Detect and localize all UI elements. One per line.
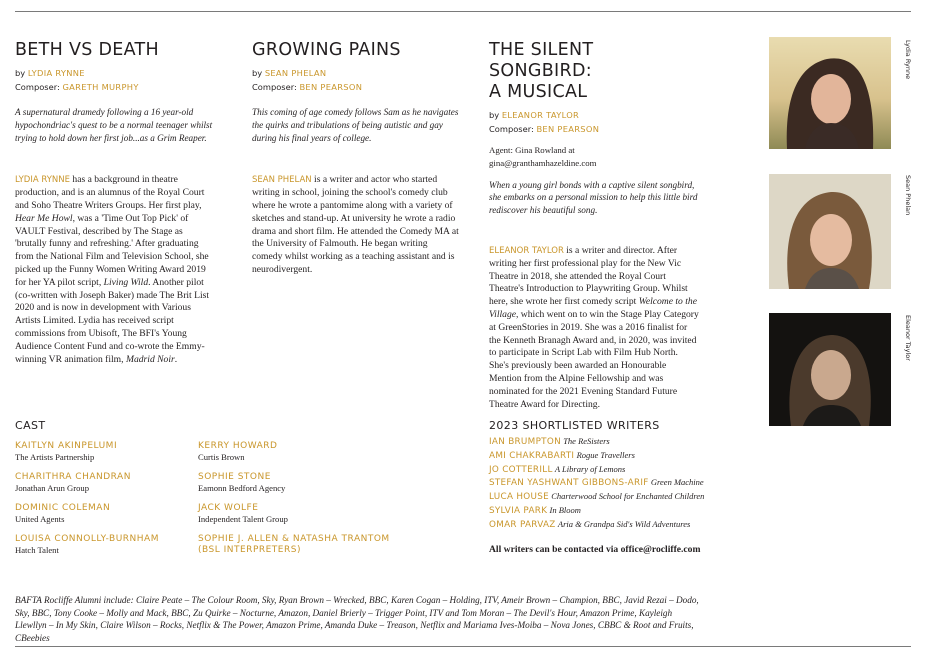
bio-title-italic: Welcome to the Village — [489, 296, 697, 320]
bio-text: , was a 'Time Out Top Pick' of VAULT Festival, described by The Stage as 'brutally funny and refreshing.' After graduating from the National Film and Television School, she picked up the Funny Women Writing Award 2019 for her YA pilot script, — [15, 212, 209, 288]
bio-text: is a writer and director. After writing her first professional play for the New Vic Theatre in 2018, she attended the Royal Court Theatre's Introduction to Playwriting Group. Whilst here, she wrote her first comedy script — [489, 244, 688, 308]
photo-caption: Sean Phelan — [904, 175, 912, 216]
composer-credit: Composer: GARETH MURPHY — [15, 82, 139, 92]
cast-name: SOPHIE J. ALLEN & NATASHA TRANTOM — [198, 534, 390, 544]
play-title: BETH VS DEATH — [15, 40, 160, 60]
cast-heading: CAST — [15, 419, 46, 432]
shortlist-item — [489, 476, 769, 490]
shortlist-item — [489, 518, 769, 532]
composer-name: GARETH MURPHY — [62, 82, 139, 92]
agent-info: Agent: Gina Rowland at gina@granthamhazeldine.com — [489, 145, 597, 168]
cast-member — [198, 472, 448, 503]
writer-credit: by SEAN PHELAN — [252, 68, 327, 78]
bio-text: , which went on to win the Stage Play Category at GreenStories in 2019. She was a 2016 finalist for the Kenneth Branagh Award and, in 2020, was invited to participate in Script Lab with Film Hub North. She's previously been awarded an Honourable Mention from the Alpine Fellowship and was nominated for the 2021 Evening Standard Future Theatre Award for Directing. — [489, 308, 699, 410]
shortlist-writer: AMI CHAKRABARTI — [489, 450, 575, 461]
bio-title-italic: Madrid Noir — [125, 353, 175, 365]
composer-credit: Composer: BEN PEARSON — [252, 82, 363, 92]
photo-caption: Eleanor Taylor — [904, 315, 912, 361]
writer-credit: by ELEANOR TAYLOR — [489, 110, 580, 120]
shortlist-play: In Bloom — [549, 504, 581, 515]
play-synopsis: A supernatural dramedy following a 16 year-old hypochondriac's quest to be a normal teenager whilst trying to hold down her first job...as a Grim Reaper. — [15, 107, 213, 143]
shortlist-writer: JO COTTERILL — [489, 464, 553, 475]
shortlist-writer: OMAR PARVAZ — [489, 519, 556, 530]
writer-bio — [15, 174, 215, 366]
shortlist-item — [489, 435, 769, 449]
shortlist-item — [489, 490, 769, 504]
bio-text: . Another pilot (co-written with Joseph Baker) made The Brit List 2020 and is now in development with Various Artists Limited. Lydia has received script commissions from Ubisoft, The BFI's Young Audience Content Fund and co-wrote the Emmy-winning VR animation film, — [15, 276, 210, 365]
cast-name: SOPHIE STONE — [198, 472, 271, 482]
shortlist-writer: LUCA HOUSE — [489, 492, 549, 503]
bio-text: is a writer and actor who started writing in school, joining the school's comedy club where he wrote a pantomime along with a variety of sketches and stand-up. At university he wrote a radio drama and short film. He attended the Comedy MA at the University of Falmouth. He began writing comedy whilst working as a teaching assistant and is neurodivergent. — [252, 174, 459, 275]
shortlist-item — [489, 449, 769, 463]
cast-name: KAITLYN AKINPELUMI — [15, 441, 118, 451]
shortlist-section — [489, 419, 769, 555]
shortlist-contact: All writers can be contacted via office@rocliffe.com — [489, 543, 701, 555]
cast-name: LOUISA CONNOLLY-BURNHAM — [15, 534, 159, 544]
cast-name: KERRY HOWARD — [198, 441, 278, 451]
cast-right-column — [198, 441, 448, 565]
shortlist-play: A Library of Lemons — [554, 463, 626, 474]
writer-name: SEAN PHELAN — [264, 68, 327, 78]
cast-member — [15, 472, 200, 503]
shortlist-item — [489, 463, 769, 477]
bottom-rule — [15, 646, 911, 647]
shortlist-list — [489, 435, 769, 532]
shortlist-heading: 2023 SHORTLISTED WRITERS — [489, 419, 660, 432]
photo-caption: Lydia Rynne — [904, 40, 912, 80]
writer-name: LYDIA RYNNE — [27, 68, 85, 78]
writer-bio — [252, 174, 460, 276]
cast-agency: Curtis Brown — [198, 452, 245, 462]
agent-email[interactable]: gina@granthamhazeldine.com — [489, 157, 597, 168]
play-title: THE SILENT SONGBIRD: A MUSICAL — [489, 40, 594, 102]
writer-bio — [489, 245, 699, 411]
writer-name: ELEANOR TAYLOR — [501, 110, 580, 120]
top-rule — [15, 11, 911, 12]
cast-agency: Independent Talent Group — [198, 514, 288, 524]
shortlist-writer: STEFAN YASHWANT GIBBONS-ARIF — [489, 478, 649, 489]
play-title: GROWING PAINS — [252, 40, 401, 60]
cast-member — [198, 534, 448, 565]
writer-credit: by LYDIA RYNNE — [15, 68, 85, 78]
cast-name: CHARITHRA CHANDRAN — [15, 472, 131, 482]
shortlist-play: Charterwood School for Enchanted Children — [551, 491, 705, 502]
play-growing-pains — [252, 40, 460, 277]
composer-name: BEN PEARSON — [299, 82, 363, 92]
bio-title-italic: Living Wild — [103, 276, 149, 288]
shortlist-play: The ReSisters — [563, 436, 610, 446]
cast-agency: Eamonn Bedford Agency — [198, 483, 286, 493]
composer-credit: Composer: BEN PEARSON — [489, 124, 600, 134]
cast-name: DOMINIC COLEMAN — [15, 503, 111, 513]
cast-agency: The Artists Partnership — [15, 452, 95, 462]
bio-writer-name: SEAN PHELAN — [252, 175, 312, 186]
bio-text: has a background in theatre production, and is an alumnus of the Royal Court and Soho Theatre Writers Groups. Her first play, — [15, 174, 205, 211]
bio-writer-name: LYDIA RYNNE — [15, 175, 71, 186]
cast-left-column — [15, 441, 200, 565]
cast-agency: United Agents — [15, 514, 65, 524]
alumni-footer: BAFTA Rocliffe Alumni include: Claire Peate – The Colour Room, Sky, Ryan Brown – Wrecked, BBC, Karen Cogan – Holding, ITV, Ameir Brown – Champion, BBC, Javid Rezai – Dodo, Sky, BBC, Tony Cooke – Molly and Mack, BBC, Zu Quirke – Nocturne, Amazon, Daniel Brierly – Trigger Point, ITV and Tom Moran – The Devil's Hour, Amazon Prime, Kayleigh Llewllyn – In My Skin, Claire Wilson – Rocks, Netflix & The Power, Amazon Prime, Amanda Duke – Treason, Netflix and Mariama Ives-Moiba – Nova Jones, CBBC & Root and Fruits, CBeebies — [15, 595, 699, 643]
shortlist-play: Aria & Grandpa Sid's Wild Adventures — [557, 518, 691, 529]
composer-name: BEN PEARSON — [536, 124, 600, 134]
play-synopsis: When a young girl bonds with a captive silent songbird, she embarks on a personal mission to help this little bird rediscover his beautiful song. — [489, 179, 698, 216]
cast-section — [15, 419, 435, 432]
bio-writer-name: ELEANOR TAYLOR — [489, 245, 564, 256]
photo-sean-phelan — [769, 174, 891, 289]
bio-title-italic: Hear Me Howl — [15, 212, 73, 224]
cast-member — [198, 441, 448, 472]
cast-member — [15, 503, 200, 534]
photo-eleanor-taylor — [769, 313, 891, 426]
cast-member — [198, 503, 448, 534]
shortlist-item — [489, 504, 769, 518]
cast-name-line2: (BSL INTERPRETERS) — [198, 545, 301, 555]
play-synopsis: This coming of age comedy follows Sam as he navigates the quirks and tribulations of being autistic and gay during his final years of college. — [252, 107, 459, 143]
shortlist-writer: IAN BRUMPTON — [489, 437, 561, 447]
play-beth-vs-death — [15, 40, 215, 366]
shortlist-writer: SYLVIA PARK — [489, 505, 548, 516]
shortlist-play: Rogue Travellers — [576, 449, 635, 460]
cast-name: JACK WOLFE — [198, 503, 259, 513]
cast-member — [15, 534, 200, 565]
shortlist-play: Green Machine — [650, 477, 704, 488]
bio-text: . — [174, 353, 178, 365]
play-silent-songbird — [489, 40, 699, 411]
cast-agency: Jonathan Arun Group — [15, 483, 89, 493]
cast-agency: Hatch Talent — [15, 545, 59, 555]
photo-lydia-rynne — [769, 37, 891, 149]
cast-member — [15, 441, 200, 472]
